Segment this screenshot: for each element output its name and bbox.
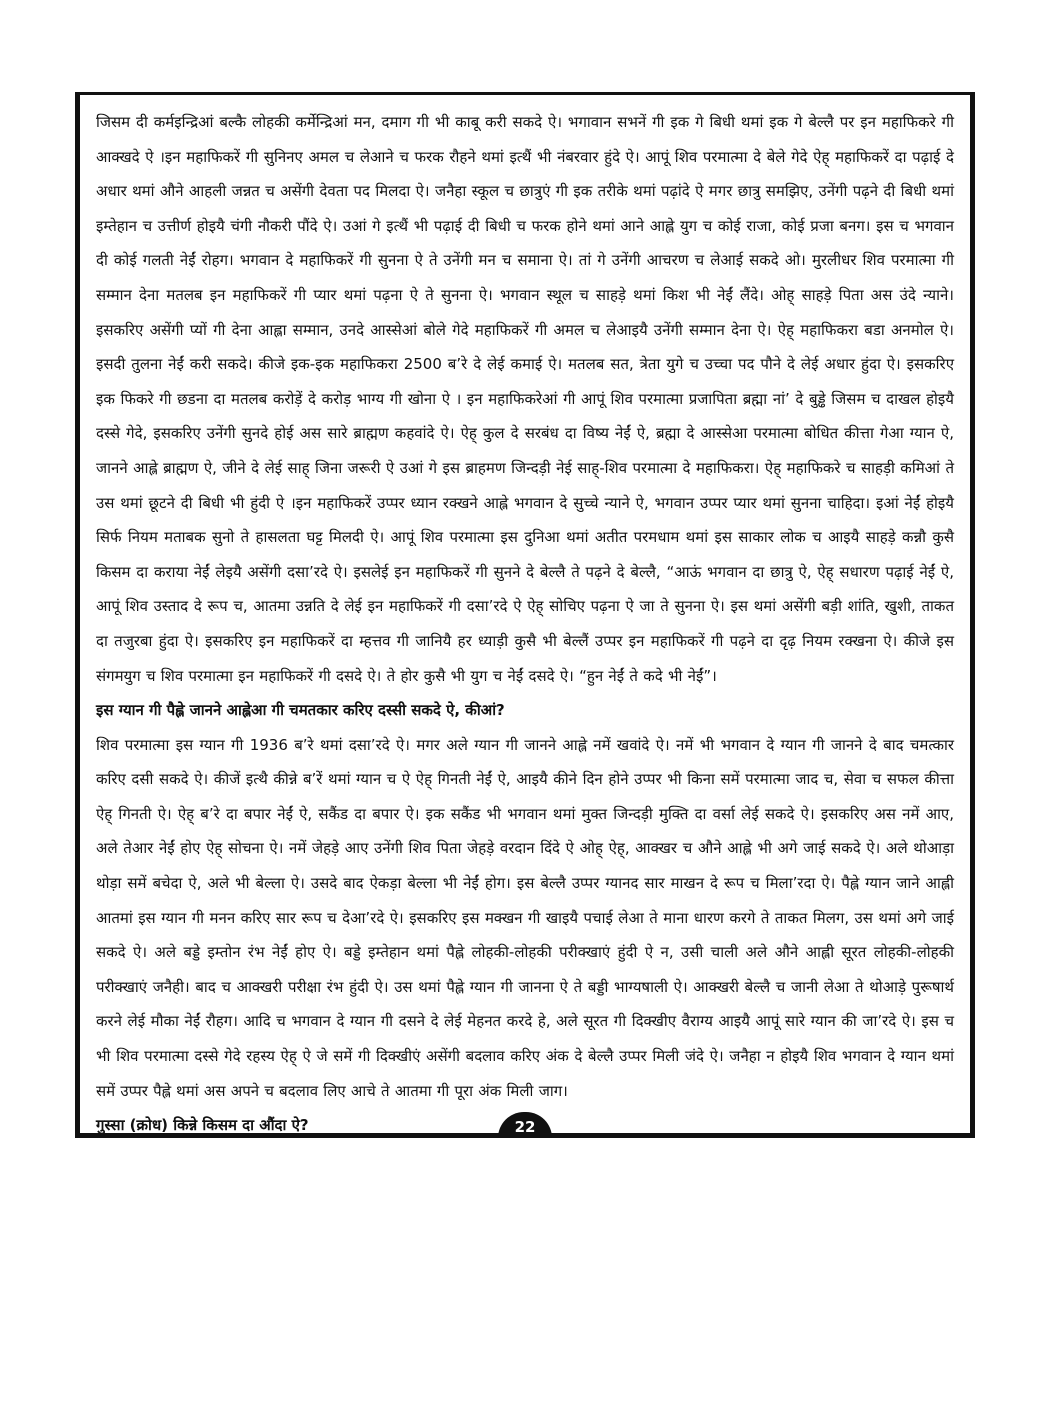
page-frame	[75, 92, 975, 1138]
body-paragraph-2: शिव परमात्मा इस ग्यान गी 1936 ब’रे थमां दसा’रदे ऐ। मगर अले ग्यान गी जानने आह्ले नमें खवांदे ऐ। नमें भी भगवान दे ग्यान गी जानने दे बाद चमत्कार करिए दसी सकदे ऐ। कीजें इत्थै कीन्ने ब’रें थमां ग्यान च ऐ ऐह् गिनती नेईं ऐ, आइयै कीने दिन होने उप्पर भी किना समें परमात्मा जाद च, सेवा च सफल कीत्ता ऐह् गिनती ऐ। ऐह् ब’रे दा बपार नेईं ऐ, सकैंड दा बपार ऐ। इक सकैंड भी भगवान थमां मुक्त जिन्दड़ी मुक्ति दा वर्सा लेई सकदे ऐ। इसकरिए अस नमें आए, अले तेआर नेईं होए ऐह् सोचना ऐ। नमें जेहड़े आए उनेंगी शिव पिता जेहड़े वरदान दिंदे ऐ ओह् ऐह्, आक्खर च औने आह्ले भी अगे जाई सकदे ऐ। अले थोआड़ा थोड़ा समें बचेदा ऐ, अले भी बेल्ला ऐ। उसदे बाद ऐकड़ा बेल्ला भी नेईं होग। इस बेल्लै उप्पर ग्यानद सार माखन दे रूप च मिला’रदा ऐ। पैह्ले ग्यान जाने आह्ली आतमां इस ग्यान गी मनन करिए सार रूप च देआ’रदे ऐ। इसकरिए इस मक्खन गी खाइयै पचाई लेआ ते माना धारण करगे ते ताकत मिलग, उस थमां अगे जाई सकदे ऐ। अले बड्डे इम्तोन रंभ नेईं होए ऐ। बड्डे इम्तेहान थमां पैह्ले लोहकी-लोहकी परीक्खाएं हुंदी ऐ न, उसी चाली अले औने आह्ली सूरत लोहकी-लोहकी परीक्खाएं जनैही। बाद च आक्खरी परीक्षा रंभ हुंदी ऐ। उस थमां पैह्ले ग्यान गी जानना ऐ ते बड्डी भाग्यषाली ऐ। आक्खरी बेल्लै च जानी लेआ ते थोआड़े पुरूषार्थ करने लेई मौका नेईं रौहग। आदि च भगवान दे ग्यान गी दसने दे लेई मेहनत करदे हे, अले सूरत गी दिक्खीए वैराग्य आइयै आपूं सारे ग्यान की जा’रदे ऐ। इस च भी शिव परमात्मा दस्से गेदे रहस्य ऐह् ऐ जे समें गी दिक्खीएं असेंगी बदलाव करिए अंक दे बेल्लै उप्पर मिली जंदे ऐ। जनैहा न होइयै शिव भगवान दे ग्यान थमां समें उप्पर पैह्ले थमां अस अपने च बदलाव लिए आचे ते आतमा गी पूरा अंक मिली जाग।	[96, 735, 954, 1100]
body-paragraph-1: जिसम दी कर्मइन्द्रिआं बल्कै लोहकी कर्मेन्द्रिआं मन, दमाग गी भी काबू करी सकदे ऐ। भगावान सभनें गी इक गे बिधी थमां इक गे बेल्लै पर इन महाफिकरे गी आक्खदे ऐ ।इन महाफिकरें गी सुनिनए अमल च लेआने च फरक रौहने थमां इत्थैं भी नंबरवार हुंदे ऐ। आपूं शिव परमात्मा दे बेले गेदे ऐह् महाफिकरें दा पढ़ाई दे अधार थमां औने आहली जन्नत च असेंगी देवता पद मिलदा ऐ। जनैहा स्कूल च छात्रुएं गी इक तरीके थमां पढ़ांदे ऐ मगर छात्रु समझिए, उनेंगी पढ़ने दी बिधी थमां इम्तेहान च उत्तीर्ण होइयै चंगी नौकरी पौंदे ऐ। उआं गे इत्थैं भी पढ़ाई दी बिधी च फरक होने थमां आने आह्ले युग च कोई राजा, कोई प्रजा बनग। इस च भगवान दी कोई गलती नेईं रोहग। भगवान दे महाफिकरें गी सुनना ऐ ते उनेंगी मन च समाना ऐ। तां गे उनेंगी आचरण च लेआई सकदे ओ। मुरलीधर शिव परमात्मा गी सम्मान देना मतलब इन महाफिकरें गी प्यार थमां पढ़ना ऐ ते सुनना ऐ। भगवान स्थूल च साहड़े थमां किश भी नेईं लैंदे। ओह् साहड़े पिता अस उंदे न्याने। इसकरिए असेंगी प्यों गी देना आह्ला सम्मान, उनदे आस्सेआं बोले गेदे महाफिकरें गी अमल च लेआइयै उनेंगी सम्मान देना ऐ। ऐह् महाफिकरा बडा अनमोल ऐ। इसदी तुलना नेईं करी सकदे। कीजे इक-इक महाफिकरा 2500 ब’रे दे लेई कमाई ऐ। मतलब सत, त्रेता युगे च उच्चा पद पौने दे लेई अधार हुंदा ऐ। इसकरिए इक फिकरे गी छडना दा मतलब करोड़ें दे करोड़ भाग्य गी खोना ऐ । इन महाफिकरेआं गी आपूं शिव परमात्मा प्रजापिता ब्रह्मा नां’ दे बुड्ढे जिसम च दाखल होइयै दस्से गेदे, इसकरिए उनेंगी सुनदे होई अस सारे ब्राह्मण कहवांदे ऐ। ऐह् कुल दे सरबंध दा विष्य नेईं ऐ, ब्रह्मा दे आस्सेआ परमात्मा बोधित कीत्ता गेआ ग्यान ऐ, जानने आह्ले ब्राह्मण ऐ, जीने दे लेई साह् जिना जरूरी ऐ उआं गे इस ब्राहमण जिन्दड़ी नेई साह्-शिव परमात्मा दे महाफिकरा। ऐह् महाफिकरे च साहड़ी कमिआं ते उस थमां छूटने दी बिधी भी हुंदी ऐ ।इन महाफिकरें उप्पर ध्यान रक्खने आह्ले भगवान दे सुच्चे न्याने ऐ, भगवान उप्पर प्यार थमां सुनना चाहिदा। इआं नेईं होइयै सिर्फ नियम मताबक सुनो ते हासलता घट्ट मिलदी ऐ। आपूं शिव परमात्मा इस दुनिआ थमां अतीत परमधाम थमां इस साकार लोक च आइयै साहड़े कन्नौ कुसै किसम दा कराया नेईं लेइयै असेंगी दसा’रदे ऐ। इसलेई इन महाफिकरें गी सुनने दे बेल्लै ते पढ़ने दे बेल्लै, “आऊं भगवान दा छात्रु ऐ, ऐह् सधारण पढ़ाई नेईं ऐ, आपूं शिव उस्ताद दे रूप च, आतमा उन्नति दे लेई इन महाफिकरें गी दसा’रदे ऐ ऐह् सोचिए पढ़ना ऐ जा ते सुनना ऐ। इस थमां असेंगी बड़ी शांति, खुशी, ताकत दा तजुरबा हुंदा ऐ। इसकरिए इन महाफिकरें दा म्हत्तव गी जानियै हर ध्याड़ी कुसै भी बेल्लैं उप्पर इन महाफिकरें गी पढ़ने दा दृढ़ नियम रक्खना ऐ। कीजे इस संगमयुग च शिव परमात्मा इन महाफिकरें गी दसदे ऐ। ते होर कुसै भी युग च नेईं दसदे ऐ। “हुन नेईं ते कदे भी नेईं”।	[96, 113, 954, 685]
section-question-1: इस ग्यान गी पैह्ले जानने आह्लेआ गी चमतकार करिए दस्सी सकदे ऐ, कीआं?	[96, 701, 505, 720]
section-question-2: गुस्सा (क्रोध) किन्ने किसम दा औंदा ऐ?	[96, 1116, 309, 1135]
page-number: 22	[498, 1112, 552, 1138]
